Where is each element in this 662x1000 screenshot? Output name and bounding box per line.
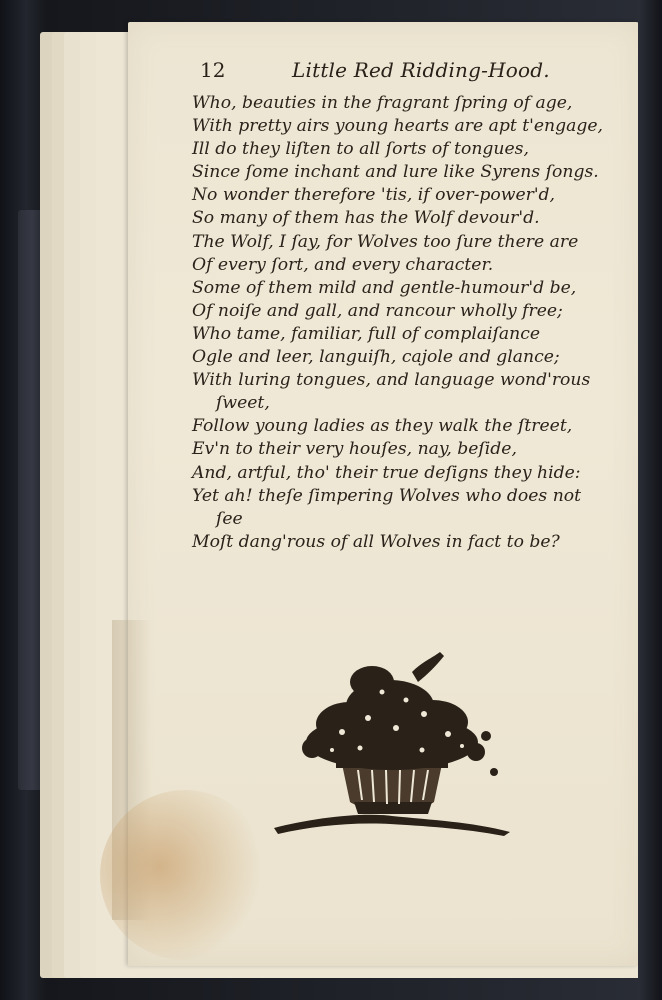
poem-line: Since ſome inchant and lure like Syrens ſongs. bbox=[192, 162, 599, 183]
poem-text bbox=[192, 92, 612, 554]
poem-line: With luring tongues, and language wond'rous bbox=[192, 370, 591, 391]
poem-line-continuation: ſweet, bbox=[216, 393, 270, 414]
page-header bbox=[200, 58, 620, 88]
poem-line: Yet ah! theſe ſimpering Wolves who does not bbox=[192, 485, 582, 506]
poem-line: Ev'n to their very houſes, nay, beſide, bbox=[192, 439, 517, 460]
running-head: Little Red Ridding-Hood. bbox=[292, 58, 550, 82]
poem-line: Ill do they liſten to all ſorts of tongues, bbox=[192, 139, 529, 160]
poem-line: Ogle and leer, languiſh, cajole and glance; bbox=[192, 347, 560, 368]
poem-line: Who, beauties in the fragrant ſpring of age, bbox=[192, 93, 573, 113]
water-stain bbox=[100, 790, 270, 960]
poem-line: Some of them mild and gentle-humour'd be, bbox=[192, 277, 577, 298]
poem-line: Of noiſe and gall, and rancour wholly free; bbox=[192, 300, 563, 321]
poem-line: The Wolf, I ſay, for Wolves too ſure there are bbox=[192, 231, 579, 252]
poem-line: With pretty airs young hearts are apt t'engage, bbox=[192, 116, 603, 137]
poem-line: Follow young ladies as they walk the ſtreet, bbox=[192, 416, 573, 437]
right-binding-edge bbox=[638, 0, 662, 1000]
poem-line: And, artful, tho' their true deſigns they hide: bbox=[192, 462, 581, 483]
page-number: 12 bbox=[200, 58, 226, 82]
poem-line: So many of them has the Wolf devour'd. bbox=[192, 208, 540, 229]
poem-line: Who tame, familiar, full of complaiſance bbox=[192, 323, 541, 344]
flower-basket-woodcut-icon bbox=[272, 652, 512, 840]
poem-line: No wonder therefore 'tis, if over-power'd, bbox=[192, 185, 556, 206]
poem-line: Of every ſort, and every character. bbox=[192, 254, 494, 275]
poem-line: Moſt dang'rous of all Wolves in fact to be? bbox=[192, 531, 560, 552]
poem-line-continuation: ſee bbox=[216, 508, 243, 529]
